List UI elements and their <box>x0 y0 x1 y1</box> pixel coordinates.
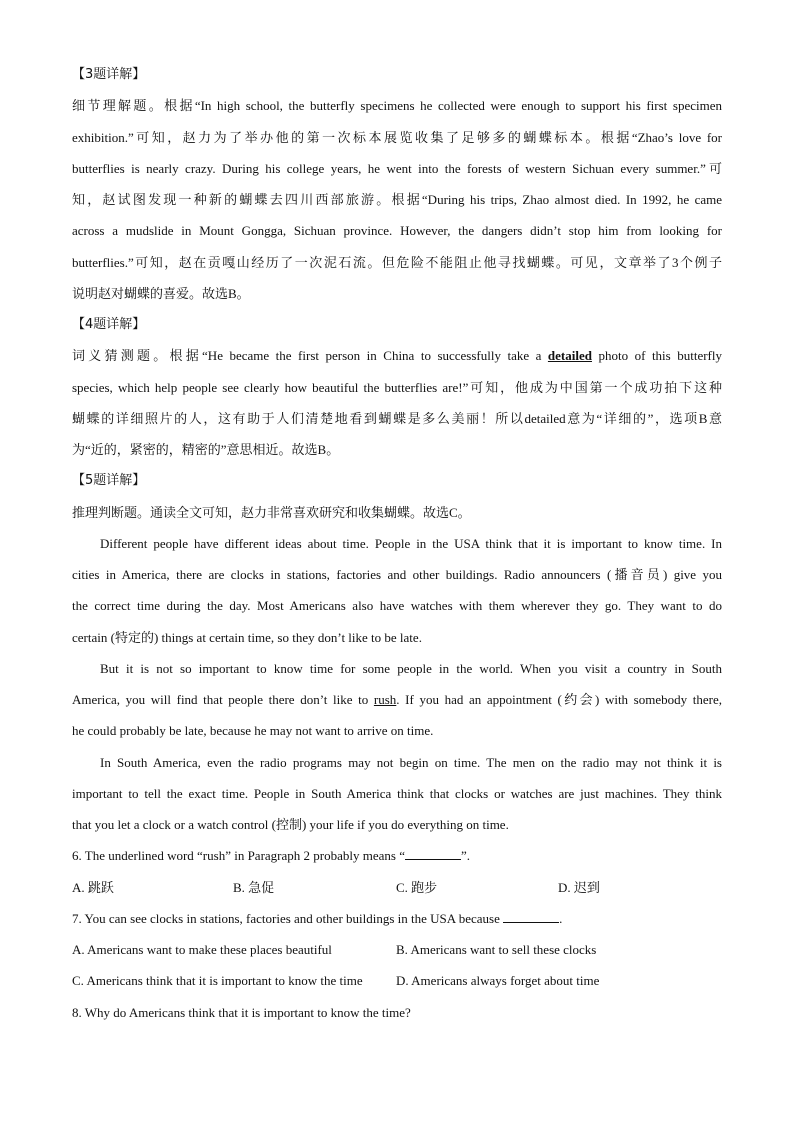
question-6-option-d: D. 迟到 <box>558 880 600 895</box>
passage-p3-line-3: that you let a clock or a watch control (控制) your life if you do everything on time. <box>72 817 509 832</box>
section-5-line-1: 推理判断题。通读全文可知，赵力非常喜欢研究和收集蝴蝶。故选C。 <box>72 505 471 520</box>
section-4-line-1: 词义猜测题。根据“He became the first person in China to successfully take a detailed photo of this butterfly <box>72 348 722 363</box>
underlined-word-rush: rush <box>373 692 397 707</box>
section-3-line-4: 知，赵试图发现一种新的蝴蝶去四川西部旅游。根据“During his trips, Zhao almost died. In 1992, he came <box>72 192 722 207</box>
section-3-heading: 【3题详解】 <box>72 67 146 82</box>
passage-p3-line-1: In South America, even the radio programs may not begin on time. The men on the radio may not think it is <box>100 755 722 770</box>
passage-p1-line-3: the correct time during the day. Most Americans also have watches with them wherever they go. They want to do <box>72 598 722 613</box>
question-6-option-a: A. 跳跃 <box>72 880 114 895</box>
passage-p1-line-1: Different people have different ideas about time. People in the USA think that it is important to know time. In <box>100 536 722 551</box>
passage-p2-line-1: But it is not so important to know time for some people in the world. When you visit a country in South <box>100 661 722 676</box>
question-6-option-c: C. 跑步 <box>396 880 438 895</box>
section-5-heading: 【5题详解】 <box>72 473 146 488</box>
passage-p2-line-3: he could probably be late, because he may not want to arrive on time. <box>72 723 434 738</box>
section-3-line-1: 细节理解题。根据“In high school, the butterfly specimens he collected were enough to support his first specimen <box>72 98 722 113</box>
section-3-line-3: butterflies is nearly crazy. During his college years, he went into the forests of western Sichuan every summer.”可 <box>72 161 722 176</box>
question-6-option-b: B. 急促 <box>233 880 275 895</box>
answer-blank <box>405 847 461 860</box>
answer-blank <box>503 910 559 923</box>
question-7-stem: 7. You can see clocks in stations, factories and other buildings in the USA because . <box>72 911 563 926</box>
underlined-word-detailed: detailed <box>547 348 592 363</box>
passage-p3-line-2: important to tell the exact time. People in South America think that clocks or watches are just machines. They think <box>72 786 722 801</box>
section-3-line-2: exhibition.”可知，赵力为了举办他的第一次标本展览收集了足够多的蝴蝶标本。根据“Zhao’s love for <box>72 130 722 145</box>
question-7-option-d: D. Americans always forget about time <box>396 973 600 988</box>
question-6-stem: 6. The underlined word “rush” in Paragraph 2 probably means “ ”. <box>72 848 470 863</box>
section-3-line-5: across a mudslide in Mount Gongga, Sichuan province. However, the dangers didn’t stop him from looking for <box>72 223 722 238</box>
section-4-line-2: species, which help people see clearly how beautiful the butterflies are!”可知，他成为中国第一个成功拍下这种 <box>72 380 722 395</box>
section-4-heading: 【4题详解】 <box>72 317 146 332</box>
question-7-option-b: B. Americans want to sell these clocks <box>396 942 597 957</box>
section-4-line-4: 为“近的，紧密的，精密的”意思相近。故选B。 <box>72 442 340 457</box>
section-4-line-3: 蝴蝶的详细照片的人，这有助于人们清楚地看到蝴蝶是多么美丽！所以detailed意为“详细的”，选项B意 <box>72 411 722 426</box>
passage-p1-line-2: cities in America, there are clocks in stations, factories and other buildings. Radio announcers (播音员) give you <box>72 567 722 582</box>
passage-p2-line-2: America, you will find that people there don’t like to rush. If you had an appointment (约会) with somebody there, <box>72 692 722 707</box>
question-8-stem: 8. Why do Americans think that it is important to know the time? <box>72 1005 411 1020</box>
passage-p1-line-4: certain (特定的) things at certain time, so they don’t like to be late. <box>72 630 422 645</box>
section-3-line-7: 说明赵对蝴蝶的喜爱。故选B。 <box>72 286 250 301</box>
question-7-option-c: C. Americans think that it is important to know the time <box>72 973 363 988</box>
section-3-line-6: butterflies.”可知，赵在贡嘎山经历了一次泥石流。但危险不能阻止他寻找蝴蝶。可见，文章举了3个例子 <box>72 255 722 270</box>
question-7-option-a: A. Americans want to make these places beautiful <box>72 942 332 957</box>
